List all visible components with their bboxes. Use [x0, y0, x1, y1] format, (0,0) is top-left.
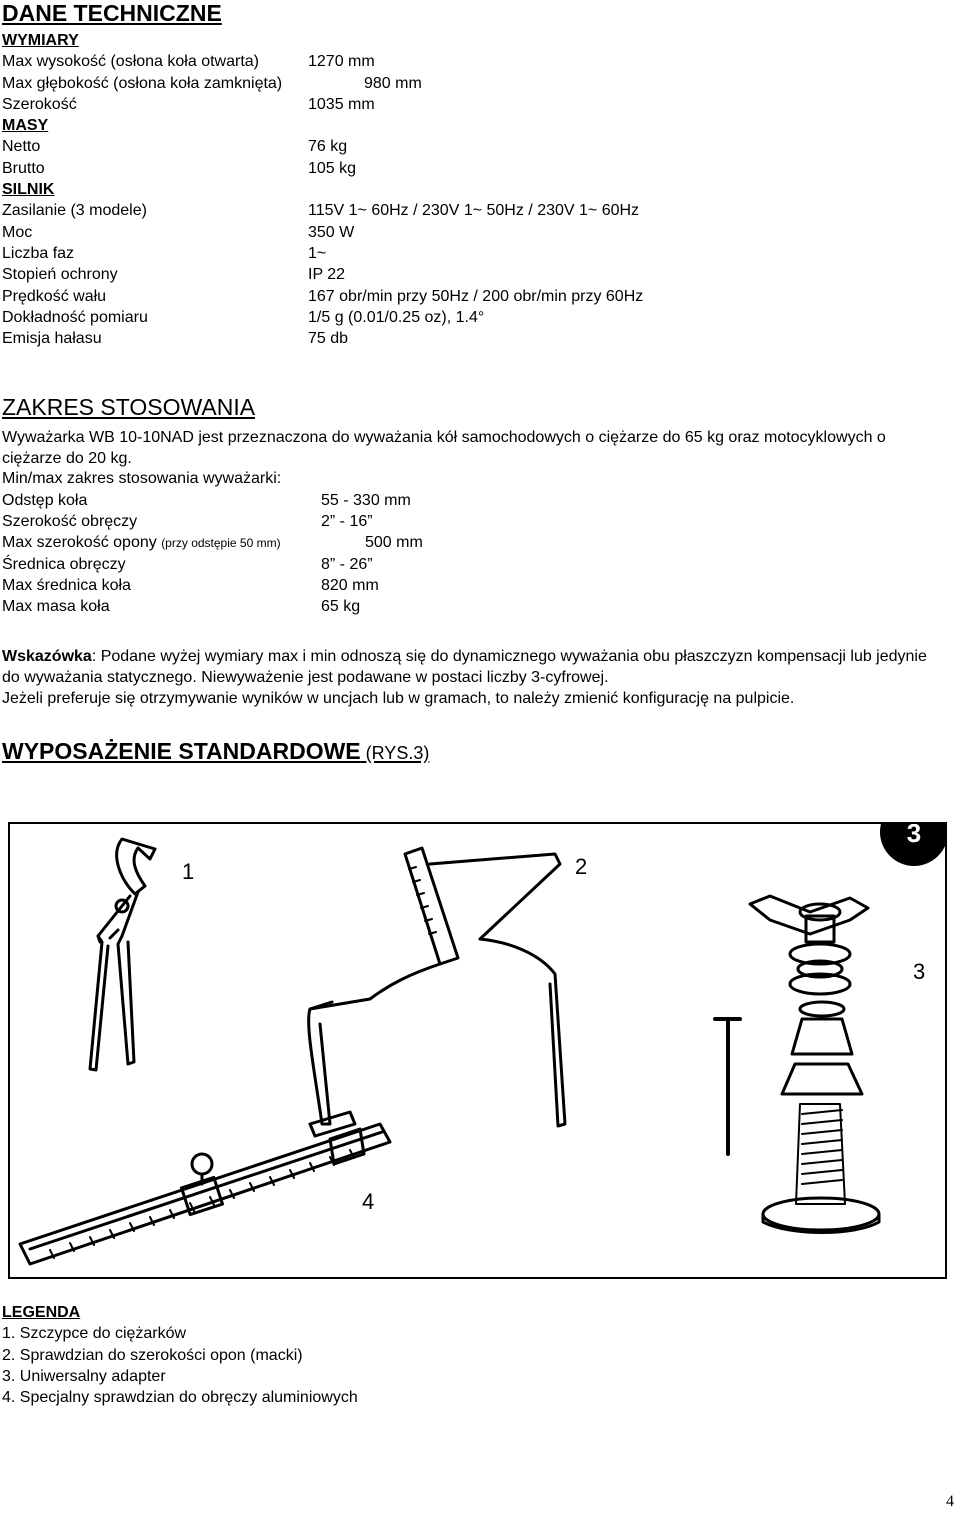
spec-value: 167 obr/min przy 50Hz / 200 obr/min przy 60Hz — [308, 288, 644, 305]
spec-value: 980 mm — [364, 75, 422, 92]
spec-label: Moc — [2, 224, 33, 241]
equipment-figure — [8, 822, 947, 1279]
range-value: 820 mm — [321, 577, 379, 594]
spec-label: Zasilanie (3 modele) — [2, 202, 147, 219]
wyposazenie-heading: WYPOSAŻENIE STANDARDOWE — [2, 738, 361, 764]
spec-label: Max wysokość (osłona koła otwarta) — [2, 53, 259, 70]
legend-item: 3. Uniwersalny adapter — [2, 1368, 166, 1385]
zakres-intro: Wyważarka WB 10-10NAD jest przeznaczona do wyważania kół samochodowych o ciężarze do 65 kg oraz motocyklowych o ciężarze do 20 kg. — [2, 429, 886, 467]
spec-value: 350 W — [308, 224, 355, 241]
section-heading-wyposazenie — [2, 738, 429, 765]
spec-label: Prędkość wału — [2, 288, 107, 305]
range-value: 2” - 16” — [321, 513, 373, 530]
legend-item: 2. Sprawdzian do szerokości opon (macki) — [2, 1347, 303, 1364]
note-text: : Podane wyżej wymiary max i min odnoszą się do dynamicznego wyważania obu płaszczyzn kompensacji lub jedynie do wyważania statycznego. Niewyważenie jest podawane w postaci liczby 3-cyfrowej. — [2, 648, 927, 686]
figure-number: 3 — [906, 824, 922, 848]
spec-label: Brutto — [2, 160, 45, 177]
spec-value: 75 db — [308, 330, 349, 347]
range-label: Szerokość obręczy — [2, 513, 138, 530]
range-note: (przy odstępie 50 mm) — [161, 536, 281, 550]
spec-value: 76 kg — [308, 138, 348, 155]
note-label: Wskazówka — [2, 648, 92, 665]
callout-1: 1 — [182, 859, 195, 884]
range-value: 65 kg — [321, 598, 361, 615]
note-paragraph-2: Jeżeli preferuje się otrzymywanie wyników w uncjach lub w gramach, to należy zmienić konfigurację na pulpicie. — [2, 690, 795, 707]
legend-item: 4. Specjalny sprawdzian do obręczy aluminiowych — [2, 1389, 358, 1406]
spec-label: Netto — [2, 138, 41, 155]
section-heading-zakres: ZAKRES STOSOWANIA — [2, 394, 256, 420]
spec-value: IP 22 — [308, 266, 346, 283]
range-value: 500 mm — [365, 534, 423, 551]
spec-label: Dokładność pomiaru — [2, 309, 148, 326]
weight-pliers-drawing — [90, 839, 155, 1070]
zakres-range-title: Min/max zakres stosowania wyważarki: — [2, 470, 282, 487]
range-label: Średnica obręczy — [2, 556, 126, 573]
figure-ref: (RYS.3) — [360, 743, 430, 763]
range-label: Odstęp koła — [2, 492, 88, 509]
spec-label: Max głębokość (osłona koła zamknięta) — [2, 75, 283, 92]
section-heading-masy: MASY — [2, 117, 49, 134]
callout-3: 3 — [913, 959, 926, 984]
section-heading-wymiary: WYMIARY — [2, 32, 79, 49]
legend-item: 1. Szczypce do ciężarków — [2, 1325, 187, 1342]
spec-value: 105 kg — [308, 160, 357, 177]
spec-label: Emisja hałasu — [2, 330, 102, 347]
range-label-with-note — [2, 534, 281, 552]
universal-adapter-drawing — [715, 896, 879, 1233]
spec-value: 1270 mm — [308, 53, 375, 70]
tire-width-caliper-drawing — [309, 848, 565, 1126]
section-heading-legenda: LEGENDA — [2, 1304, 81, 1321]
spec-label: Liczba faz — [2, 245, 75, 262]
spec-value: 1/5 g (0.01/0.25 oz), 1.4° — [308, 309, 485, 326]
callout-2: 2 — [575, 854, 588, 879]
note-paragraph — [2, 646, 932, 688]
rim-gauge-drawing — [20, 1112, 390, 1264]
spec-label: Stopień ochrony — [2, 266, 118, 283]
spec-label: Szerokość — [2, 96, 77, 113]
equipment-drawing — [10, 824, 945, 1277]
page-number: 4 — [946, 1493, 954, 1510]
range-label: Max masa koła — [2, 598, 110, 615]
range-value: 8” - 26” — [321, 556, 373, 573]
range-label: Max średnica koła — [2, 577, 131, 594]
spec-value: 1035 mm — [308, 96, 375, 113]
range-label: Max szerokość opony — [2, 534, 157, 551]
callout-4: 4 — [362, 1189, 375, 1214]
section-heading-silnik: SILNIK — [2, 181, 55, 198]
spec-value: 1~ — [308, 245, 327, 262]
page-title: DANE TECHNICZNE — [2, 0, 222, 26]
range-value: 55 - 330 mm — [321, 492, 411, 509]
spec-value: 115V 1~ 60Hz / 230V 1~ 50Hz / 230V 1~ 60Hz — [308, 202, 640, 219]
